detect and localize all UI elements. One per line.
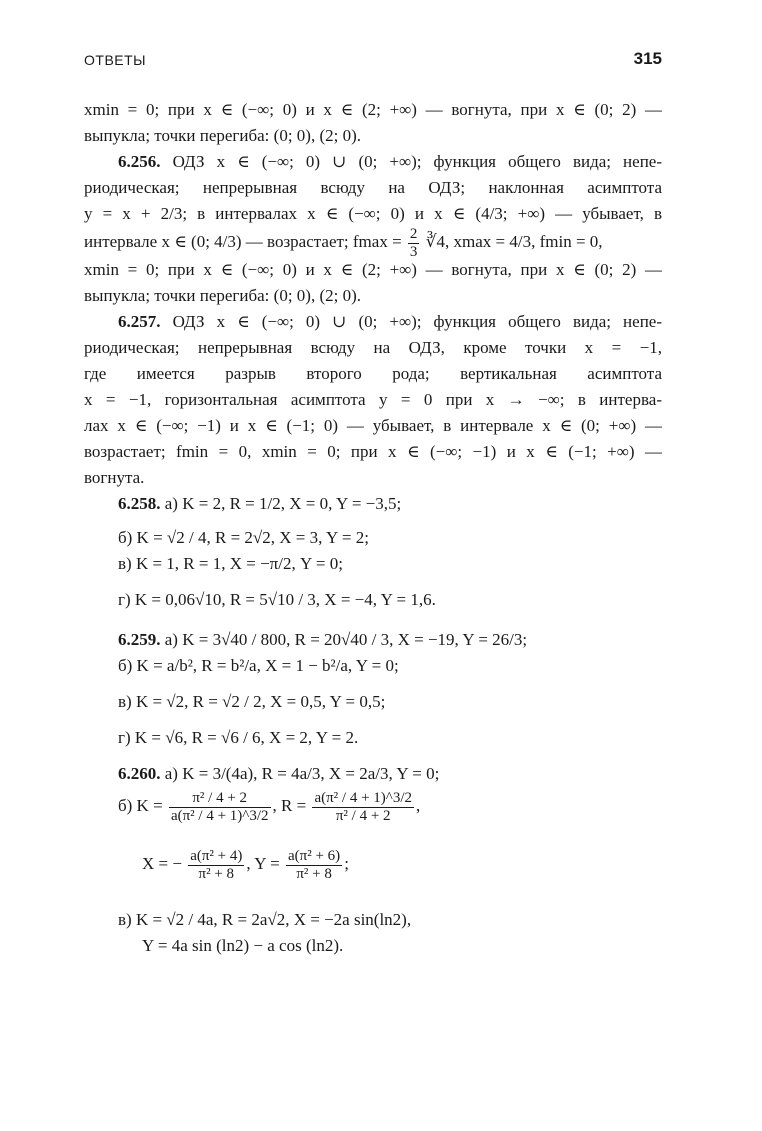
numerator: π² / 4 + 2 [169,790,271,808]
text-line: xmin = 0; при x ∈ (−∞; 0) и x ∈ (2; +∞) — вогнута, при x ∈ (0; 2) — [84,100,662,119]
text-line: Y = 4a sin (ln2) − a cos (ln2). [142,936,344,955]
fraction [408,226,420,260]
text-line: y = x + 2/3; в интервалах x ∈ (−∞; 0) и x ∈ (4/3; +∞) — убывает, в [84,204,662,223]
answer-number: 6.257. [118,312,161,331]
text-line: возрастает; fmin = 0, xmin = 0; при x ∈ (−∞; −1) и x ∈ (−1; +∞) — [84,442,662,461]
answer-6-260 [118,764,439,784]
text-line: б) K = a/b², R = b²/a, X = 1 − b²/a, Y = 0; [118,656,399,675]
formula-text: X = − [142,853,182,873]
text-line: вогнута. [84,468,145,487]
answer-6-258 [118,494,401,514]
formula-text: ; [344,853,349,873]
text-line: в) K = √2 / 4a, R = 2a√2, X = −2a sin(ln2), [118,910,412,929]
text-line: в) K = 1, R = 1, X = −π/2, Y = 0; [118,554,343,573]
text-line: выпукла; точки перегиба: (0; 0), (2; 0). [84,286,361,305]
text-line: лах x ∈ (−∞; −1) и x ∈ (−1; 0) — убывает, в интервале x ∈ (0; +∞) — [84,416,662,435]
text-line: в) K = √2, R = √2 / 2, X = 0,5, Y = 0,5; [118,692,386,711]
text-line: интервале x ∈ (0; 4/3) — возрастает; fmax = [84,231,402,251]
formula-text: , [416,795,421,815]
text-line: выпукла; точки перегиба: (0; 0), (2; 0). [84,126,361,145]
text-line: ОДЗ x ∈ (−∞; 0) ∪ (0; +∞); функция общего вида; непе- [172,312,663,331]
answer-6-257 [84,312,662,332]
numerator: 2 [409,226,418,242]
answer-number: 6.260. [118,764,161,783]
numerator: a(π² + 6) [288,848,341,864]
text-line: x = −1, горизонтальная асимптота y = 0 при x → −∞; в интерва- [84,390,662,409]
formula-text: б) K = [118,795,163,815]
text-line: риодическая; непрерывная всюду на ОДЗ, кроме точки x = −1, [84,338,662,357]
text-line: а) K = 3√40 / 800, R = 20√40 / 3, X = −19, Y = 26/3; [164,630,528,649]
fraction [188,848,244,882]
text-line: где имеется разрыв второго рода; вертикальная асимптота [84,364,662,383]
formula-line [118,790,420,824]
text-line: а) K = 3/(4a), R = 4a/3, X = 2a/3, Y = 0; [164,764,440,783]
numerator: a(π² / 4 + 1)^3/2 [314,790,412,806]
page-number: 315 [633,49,662,68]
text-line: xmin = 0; при x ∈ (−∞; 0) и x ∈ (2; +∞) — вогнута, при x ∈ (0; 2) — [84,260,662,279]
text-line: г) K = 0,06√10, R = 5√10 / 3, X = −4, Y = 1,6. [118,590,436,609]
numerator: a(π² + 4) [190,848,243,864]
denominator: π² + 8 [296,865,332,882]
denominator: π² / 4 + 2 [335,807,391,824]
running-title: ОТВЕТЫ [84,52,147,68]
fraction [312,790,414,824]
answer-6-259 [118,630,527,650]
formula-line [142,848,349,882]
page-header [84,49,662,74]
denominator: 3 [409,243,418,260]
answer-number: 6.259. [118,630,161,649]
formula-text: , R = [272,795,307,815]
answer-number: 6.256. [118,152,161,171]
denominator: a(π² / 4 + 1)^3/2 [170,807,269,824]
answer-6-256 [84,152,662,172]
text-line: ОДЗ x ∈ (−∞; 0) ∪ (0; +∞); функция общего вида; непе- [172,152,663,171]
denominator: π² + 8 [198,865,235,882]
text-line: риодическая; непрерывная всюду на ОДЗ; наклонная асимптота [84,178,662,197]
formula-text: , Y = [246,853,280,873]
fraction [286,848,342,882]
answer-number: 6.258. [118,494,161,513]
text-line: а) K = 2, R = 1/2, X = 0, Y = −3,5; [164,494,402,513]
text-line: ∛4, xmax = 4/3, fmin = 0, [425,231,603,251]
fraction [169,790,271,824]
formula-line [84,226,603,260]
text-line: б) K = √2 / 4, R = 2√2, X = 3, Y = 2; [118,528,369,547]
text-line: г) K = √6, R = √6 / 6, X = 2, Y = 2. [118,728,359,747]
